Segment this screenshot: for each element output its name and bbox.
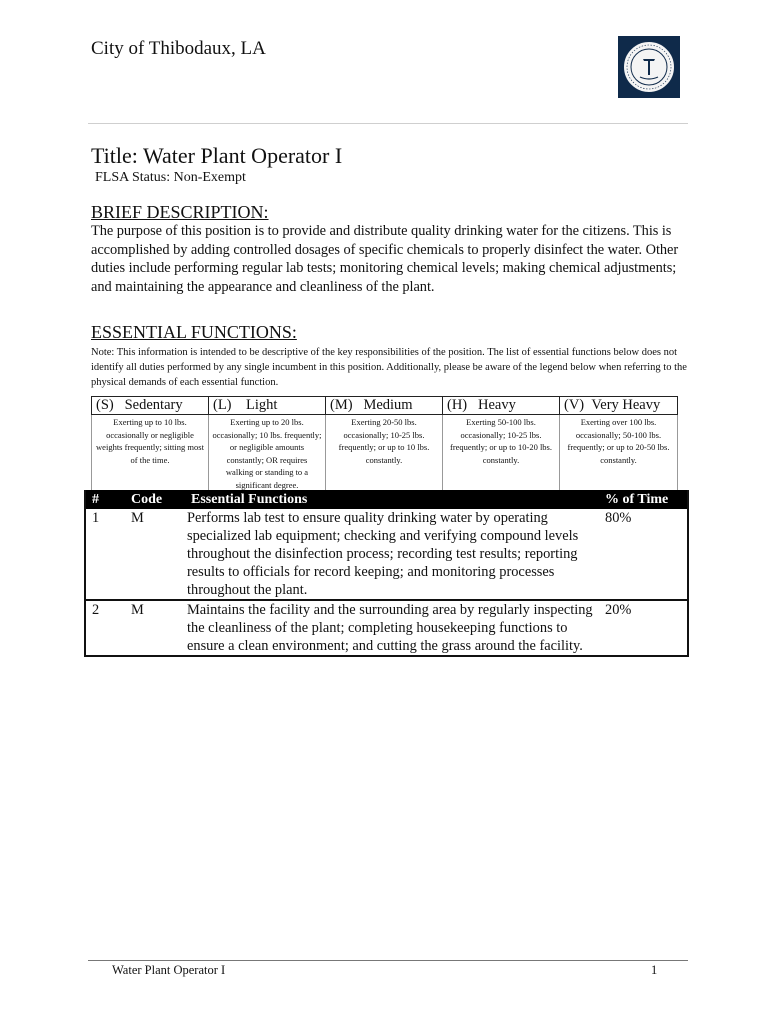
footer-divider (88, 960, 688, 961)
brief-description-heading: BRIEF DESCRIPTION: (91, 202, 269, 222)
essential-functions-note: Note: This information is intended to be descriptive of the key responsibilities of the position. The list of essential functions below does not identify all duties performed by any single incumbent in this position. Additionally, please be aware of the legend below when referring to the physical demands of each essential function. (91, 347, 687, 388)
row-code: M (131, 510, 144, 526)
column-header-percent-time: % of Time (605, 490, 688, 509)
row-percent-time: 80% (605, 510, 632, 526)
table-row (85, 509, 688, 600)
seal-emblem-icon (621, 39, 677, 95)
row-code: M (131, 600, 187, 656)
physical-demands-legend (91, 396, 678, 491)
legend-desc-heavy: Exerting 50-100 lbs. occasionally; 10-25 lbs. frequently; or up to 10-20 lbs. constantly. (443, 415, 560, 492)
table-header-row (85, 490, 688, 509)
legend-header-light: (L) Light (209, 397, 326, 415)
row-percent-time: 20% (605, 600, 688, 656)
row-description: Maintains the facility and the surrounding area by regularly inspecting the cleanliness of the plant; completing housekeeping functions to ensure a clean environment; and cutting the grass around the facility. (187, 600, 605, 656)
header-divider (88, 123, 688, 124)
legend-header-sedentary: (S) Sedentary (92, 397, 209, 415)
row-description: Performs lab test to ensure quality drinking water by operating specialized lab equipment; checking and verifying compound levels throughout the disinfection process; recording test results; reporting results to officials for record keeping; and monitoring processes throughout the plant. (187, 510, 579, 598)
legend-desc-very-heavy: Exerting over 100 lbs. occasionally; 50-100 lbs. frequently; or up to 20-50 lbs. constantly. (560, 415, 678, 492)
column-header-functions: Essential Functions (187, 490, 605, 509)
brief-description-text: The purpose of this position is to provide and distribute quality drinking water for the citizens. This is accomplished by adding controlled dosages of specific chemicals to properly disinfect the water. Other duties include performing regular lab tests; monitoring chemical levels; making chemical adjustments; and maintaining the appearance and cleanliness of the plant. (91, 223, 679, 295)
legend-header-very-heavy: (V) Very Heavy (560, 397, 678, 415)
footer-document-name: Water Plant Operator I (112, 963, 226, 977)
flsa-status: FLSA Status: Non-Exempt (95, 170, 246, 185)
row-number: 1 (92, 510, 100, 526)
legend-desc-medium: Exerting 20-50 lbs. occasionally; 10-25 lbs. frequently; or up to 10 lbs. constantly. (326, 415, 443, 492)
essential-functions-heading: ESSENTIAL FUNCTIONS: (91, 322, 297, 342)
legend-desc-sedentary: Exerting up to 10 lbs. occasionally or negligible weights frequently; sitting most of the time. (92, 415, 209, 492)
essential-functions-table (84, 490, 689, 657)
city-seal-logo (618, 36, 680, 98)
legend-header-medium: (M) Medium (326, 397, 443, 415)
legend-header-heavy: (H) Heavy (443, 397, 560, 415)
job-title: Title: Water Plant Operator I (91, 143, 343, 168)
column-header-number: # (85, 490, 131, 509)
footer-page-number: 1 (651, 963, 658, 977)
column-header-code: Code (131, 490, 187, 509)
legend-desc-light: Exerting up to 20 lbs. occasionally; 10 lbs. frequently; or negligible amounts constantly; OR requires walking or standing to a significant degree. (209, 415, 326, 492)
organization-name: City of Thibodaux, LA (91, 38, 266, 59)
row-number: 2 (85, 600, 131, 656)
table-row (85, 600, 688, 656)
